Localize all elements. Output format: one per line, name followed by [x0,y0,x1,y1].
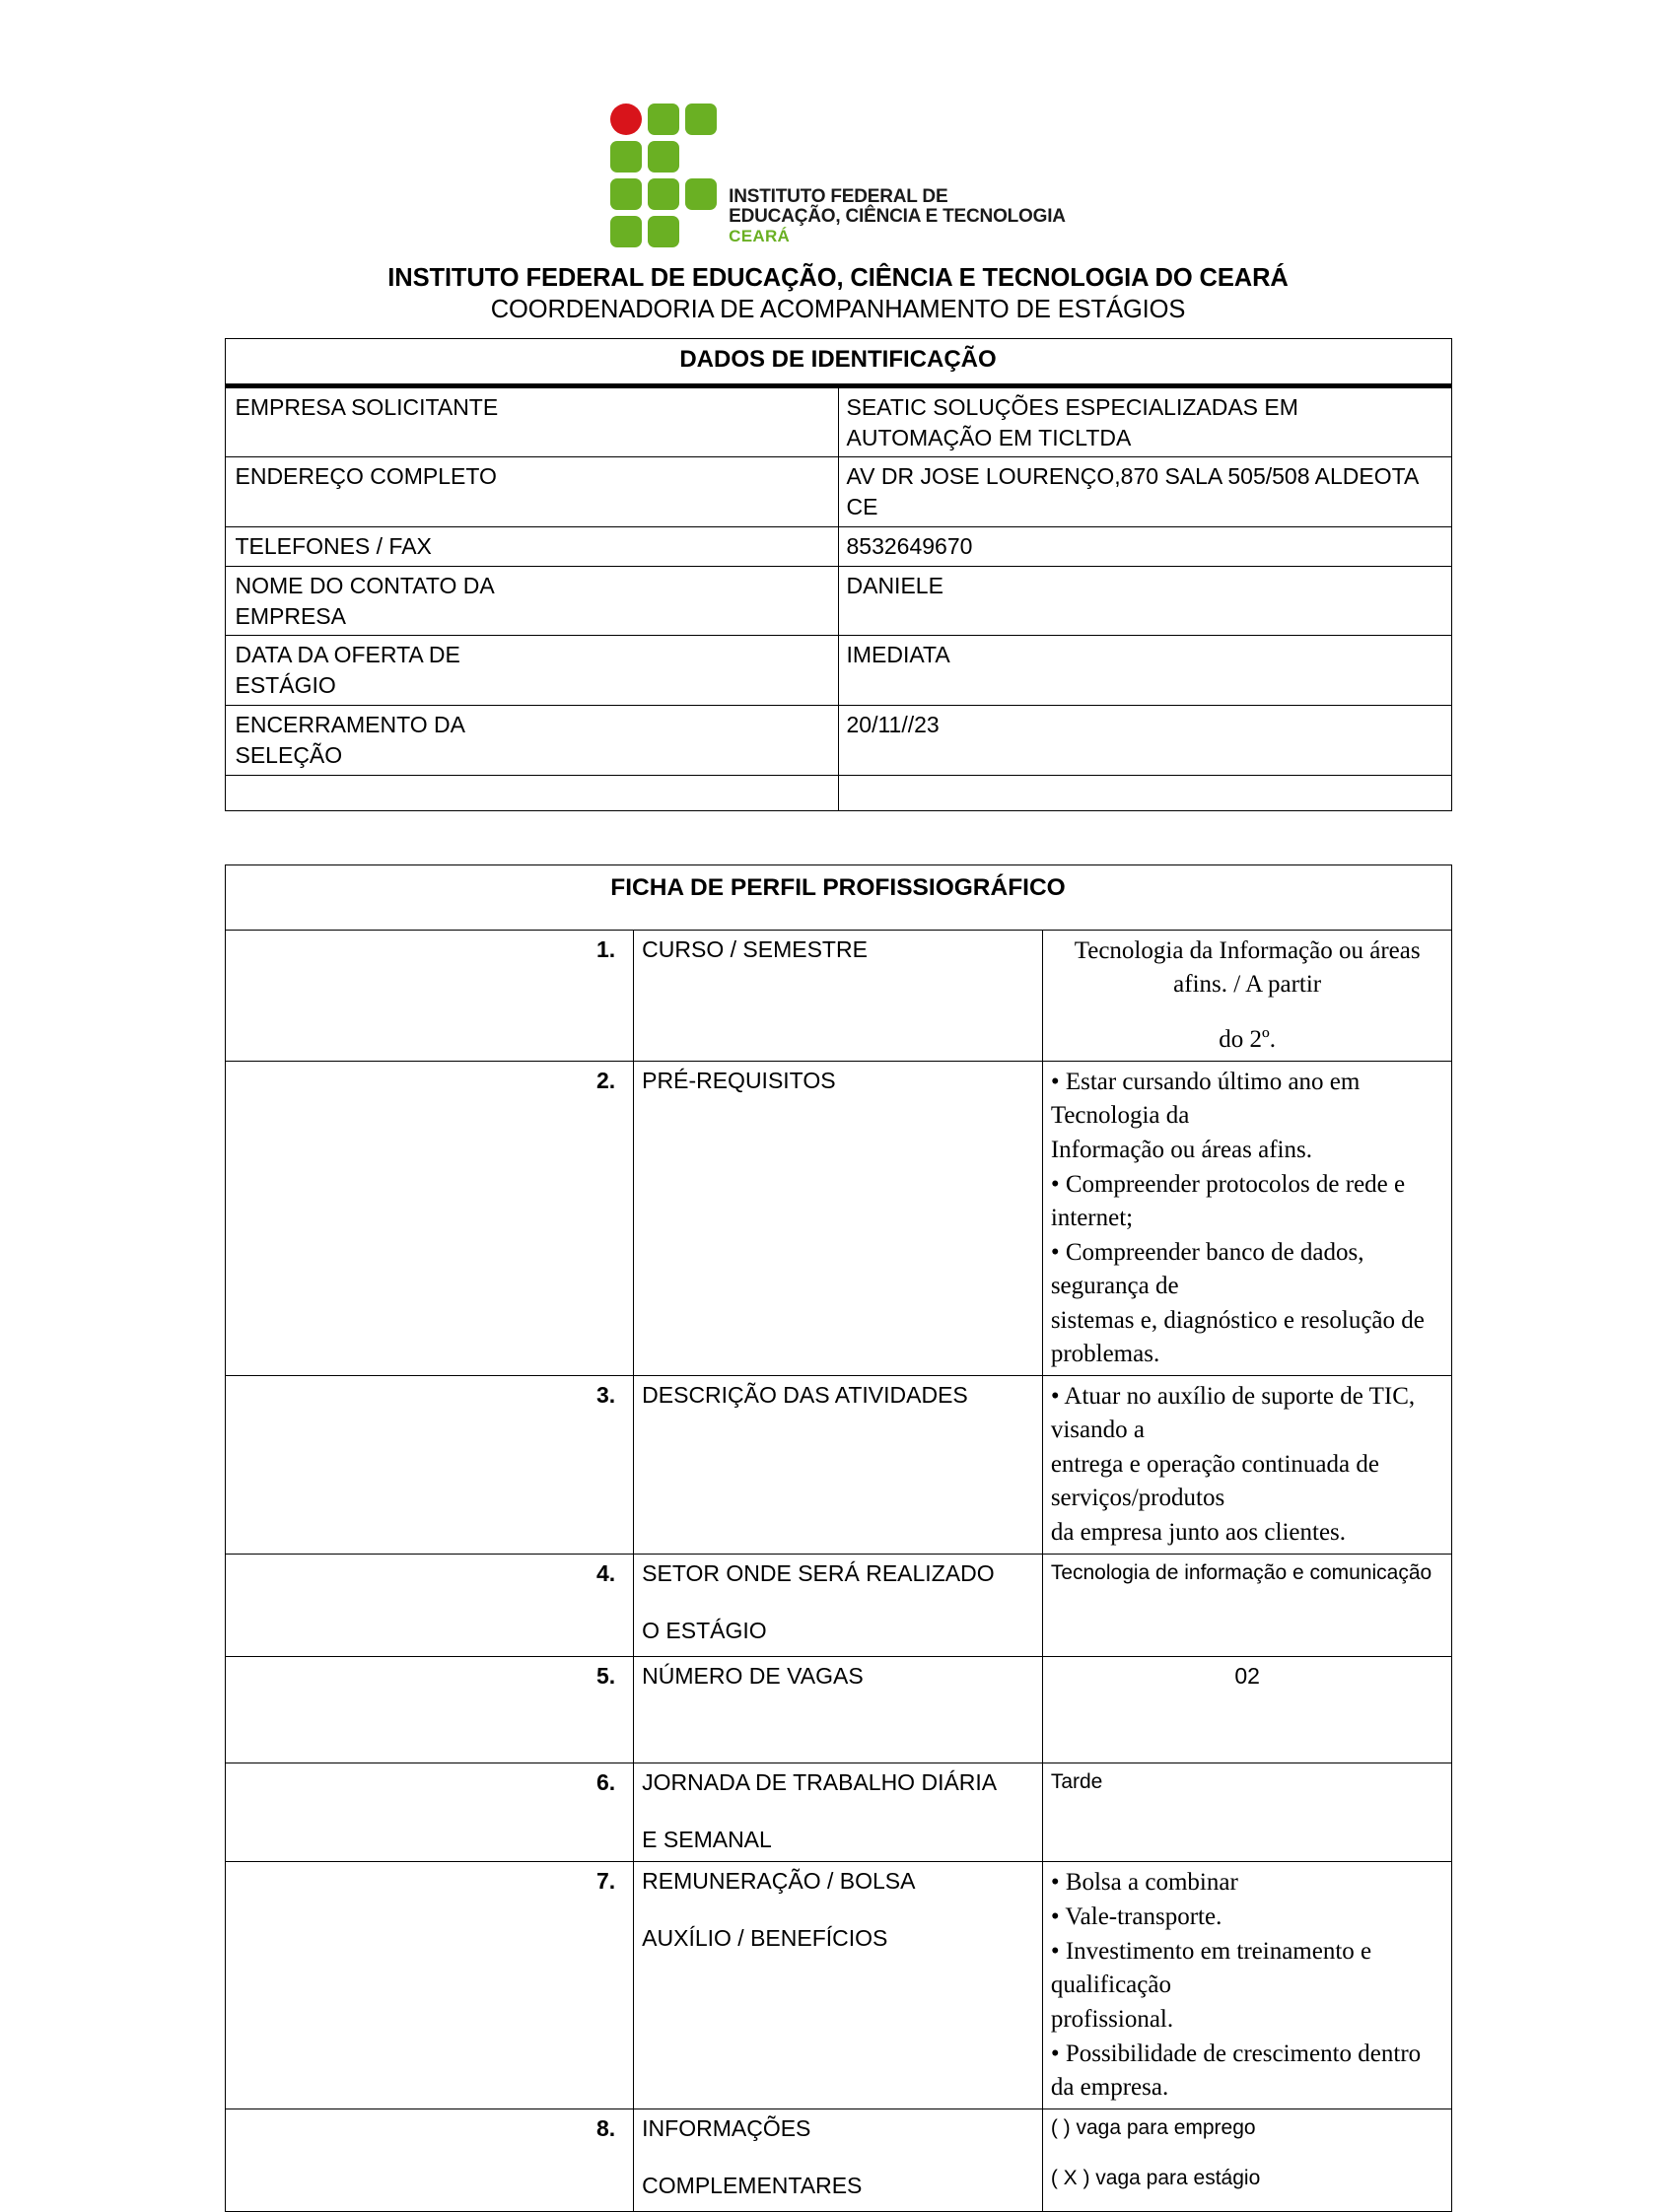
row-value-descricao-atividades [1042,1375,1451,1554]
row-value-curso-semestre [1042,930,1451,1061]
row-label-endereco-completo: ENDEREÇO COMPLETO [225,457,838,527]
value-line-1: • Estar cursando último ano em Tecnologia da [1050,1068,1361,1129]
label-line-2: COMPLEMENTARES [642,2172,863,2198]
label-line-2: E SEMANAL [642,1826,772,1852]
page-subtitle: COORDENADORIA DE ACOMPANHAMENTO DE ESTÁGIOS [490,295,1186,323]
label-line-1: NOME DO CONTATO DA [235,572,495,598]
label-line-1: SETOR ONDE SERÁ REALIZADO [642,1559,995,1586]
row-value-setor-estagio: Tecnologia de informação e comunicação [1042,1554,1451,1656]
row-value-informacoes-complementares [1042,2108,1451,2211]
checkbox-option-estagio[interactable]: ( X ) vaga para estágio [1050,2167,1261,2190]
value-line-3: • Investimento em treinamento e qualificação [1050,1937,1372,1998]
label-line-2: AUXÍLIO / BENEFÍCIOS [642,1924,888,1951]
table-row [225,1656,1451,1763]
table-row [225,385,1451,457]
row-value-data-oferta: IMEDIATA [838,636,1451,706]
logo-cell [685,104,717,135]
value-line-5: • Possibilidade de crescimento dentro da empresa. [1050,2039,1422,2101]
row-label-informacoes-complementares [634,2108,1043,2211]
label-line-2: ESTÁGIO [235,672,336,699]
logo-cell [610,178,642,210]
value-line-3: • Compreender protocolos de rede e internet; [1050,1170,1406,1231]
value-line-4: profissional. [1050,2005,1174,2033]
row-label-remuneracao-beneficios [634,1861,1043,2108]
value-line-2: entrega e operação continuada de serviços/produtos [1050,1450,1379,1511]
label-line-1: JORNADA DE TRABALHO DIÁRIA [642,1768,998,1795]
document-header [0,263,1676,326]
value-line-1: Tecnologia da Informação ou áreas afins. / A partir [1074,936,1421,998]
value-line-3: da empresa junto aos clientes. [1050,1518,1347,1546]
identification-table [225,338,1452,811]
row-label-descricao-atividades: DESCRIÇÃO DAS ATIVIDADES [634,1375,1043,1554]
row-number-2: 2. [225,1061,634,1375]
logo-line-1: INSTITUTO FEDERAL DE [729,185,948,207]
row-number-8: 8. [225,2108,634,2211]
identification-table-title: DADOS DE IDENTIFICAÇÃO [225,338,1451,385]
row-value-empty [838,775,1451,810]
label-lines [642,2113,1035,2201]
table-gap [0,811,1676,864]
logo-cell [648,178,679,210]
label-line-2: O ESTÁGIO [642,1617,767,1643]
row-number-6: 6. [225,1763,634,1861]
table-row [225,457,1451,527]
table-row [225,775,1451,810]
value-line-2: Informação ou áreas afins. [1050,1136,1312,1163]
row-value-telefones-fax: 8532649670 [838,527,1451,567]
row-label-empresa-solicitante: EMPRESA SOLICITANTE [225,385,838,457]
table-row [225,636,1451,706]
logo-cell-empty [685,216,717,247]
row-value-nome-contato: DANIELE [838,566,1451,636]
label-lines [642,1767,1035,1855]
value-lines [1051,1866,1444,2105]
row-label-numero-vagas: NÚMERO DE VAGAS [634,1656,1043,1763]
value-lines [1051,1066,1444,1371]
row-number-5: 5. [225,1656,634,1763]
logo-lockup [610,104,1066,247]
table-row [225,527,1451,567]
table-row [225,1861,1451,2108]
label-line-2: EMPRESA [235,602,346,629]
row-value-numero-vagas: 02 [1042,1656,1451,1763]
label-line-1: DATA DA OFERTA DE [235,642,460,668]
row-value-jornada-trabalho: Tarde [1042,1763,1451,1861]
value-lines [1051,1380,1444,1550]
logo-cell [610,216,642,247]
value-line-1: • Atuar no auxílio de suporte de TIC, visando a [1050,1382,1416,1443]
label-line-1: ENCERRAMENTO DA [235,712,465,738]
table-row [225,706,1451,776]
checkbox-option-emprego[interactable]: ( ) vaga para emprego [1050,2115,1256,2139]
row-value-empresa-solicitante: SEATIC SOLUÇÕES ESPECIALIZADAS EM AUTOMAÇÃO EM TICLTDA [838,385,1451,457]
label-lines [642,1866,1035,1954]
logo-line-2: EDUCAÇÃO, CIÊNCIA E TECNOLOGIA [729,206,1066,228]
logo-cell [685,178,717,210]
table-row [225,566,1451,636]
value-line-1: • Bolsa a combinar [1050,1868,1238,1896]
logo-cell [648,104,679,135]
table-row [225,2108,1451,2211]
row-label-jornada-trabalho [634,1763,1043,1861]
value-line-2: do 2º. [1219,1025,1277,1053]
professional-profile-table [225,864,1452,2212]
logo-line-3: CEARÁ [729,226,791,245]
table-row [225,1763,1451,1861]
row-value-pre-requisitos [1042,1061,1451,1375]
table-row [225,1375,1451,1554]
row-label-data-oferta [225,636,838,706]
row-value-remuneracao-beneficios [1042,1861,1451,2108]
row-number-4: 4. [225,1554,634,1656]
institution-logo [0,0,1676,247]
logo-wordmark [729,187,1066,247]
row-value-endereco-completo: AV DR JOSE LOURENÇO,870 SALA 505/508 ALDEOTA CE [838,457,1451,527]
table-row [225,930,1451,1061]
row-label-setor-estagio [634,1554,1043,1656]
table-row [225,338,1451,385]
row-label-encerramento-selecao [225,706,838,776]
profile-table-title: FICHA DE PERFIL PROFISSIOGRÁFICO [225,864,1451,930]
row-number-1: 1. [225,930,634,1061]
row-value-encerramento-selecao: 20/11//23 [838,706,1451,776]
value-line-4: • Compreender banco de dados, segurança de [1050,1238,1364,1299]
logo-cell [648,141,679,173]
row-label-pre-requisitos: PRÉ-REQUISITOS [634,1061,1043,1375]
table-row [225,1554,1451,1656]
value-line-2: • Vale-transporte. [1050,1902,1222,1930]
value-line-5: sistemas e, diagnóstico e resolução de problemas. [1050,1306,1425,1367]
row-number-3: 3. [225,1375,634,1554]
table-row [225,864,1451,930]
logo-cell-red-circle [610,104,642,135]
label-lines [642,1558,1035,1646]
row-label-curso-semestre: CURSO / SEMESTRE [634,930,1043,1061]
logo-cell [648,216,679,247]
logo-cell-empty [685,141,717,173]
label-line-1: REMUNERAÇÃO / BOLSA [642,1867,916,1894]
row-label-telefones-fax: TELEFONES / FAX [225,527,838,567]
row-label-nome-contato [225,566,838,636]
value-lines [1051,2113,1444,2193]
if-logo-mark-icon [610,104,717,247]
page-title: INSTITUTO FEDERAL DE EDUCAÇÃO, CIÊNCIA E TECNOLOGIA DO CEARÁ [387,264,1289,292]
row-number-7: 7. [225,1861,634,2108]
row-label-empty [225,775,838,810]
logo-cell [610,141,642,173]
label-line-2: SELEÇÃO [235,741,343,768]
table-row [225,1061,1451,1375]
label-line-1: INFORMAÇÕES [642,2114,811,2141]
